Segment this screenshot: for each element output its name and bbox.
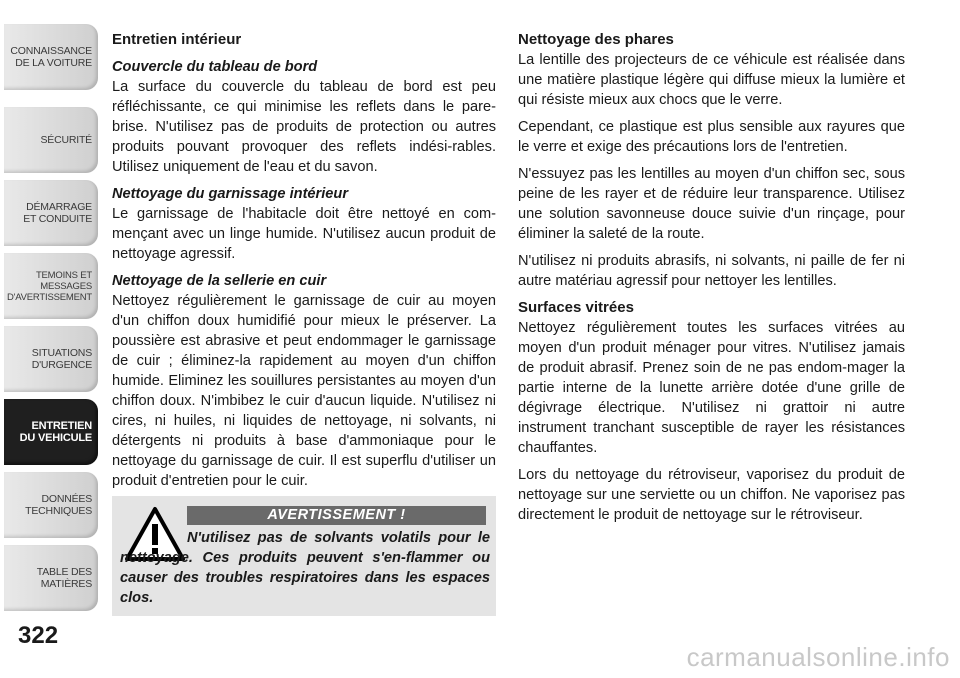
section-heading: Entretien intérieur [112, 31, 242, 48]
warning-title: AVERTISSEMENT ! [187, 506, 486, 525]
tab-label: SITUATIONS D'URGENCE [31, 347, 92, 371]
tab-label: TEMOINS ET MESSAGES D'AVERTISSEMENT [6, 269, 92, 303]
paragraph-glass-1: Nettoyez régulièrement toutes les surfaces vitrées au moyen d'un produit ménager pour vitres. N'utilisez jamais de produit abrasif. Prenez soin de ne pas endom-mager la partie interne de la lunette arrière dotée d'une grille de dégivrage électrique. N'utilisez ni grattoir ni autre instrument tranchant susceptible de rayer les résistances chauffantes. [518, 320, 905, 456]
tab-donnees[interactable] [4, 472, 98, 538]
tab-situations[interactable] [4, 326, 98, 392]
tab-demarrage[interactable] [4, 180, 98, 246]
warning-box [112, 496, 496, 616]
tab-label: SÉCURITÉ [40, 134, 92, 146]
chapter-tabs [0, 0, 103, 620]
watermark: carmanualsonline.info [686, 642, 950, 672]
subheading-leather: Nettoyage de la sellerie en cuir [112, 273, 327, 289]
tab-label: ENTRETIEN DU VEHICULE [19, 420, 92, 444]
paragraph-leather: Nettoyez régulièrement le garnissage de cuir au moyen d'un chiffon doux humidifié pour mieux le préserver. La poussière est abrasive et peut endommager le garnissage de cuir ; éliminez-la rapidement au moyen d'un chiffon humide. Eliminez les souillures persistantes au moyen d'un chiffon doux. N'imbibez le cuir d'aucun liquide. N'utilisez ni cires, ni huiles, ni liquides de nettoyage, ni solvants, ni détergents ni produits à base d'ammoniaque pour le nettoyage du garnissage de cuir. Il est superflu d'utiliser un produit d'entretien pour le cuir. [112, 293, 496, 489]
subheading-trim: Nettoyage du garnissage intérieur [112, 186, 348, 202]
paragraph-glass-2: Lors du nettoyage du rétroviseur, vaporisez du produit de nettoyage sur une serviette ou un chiffon. Ne vaporisez pas directement le produit de nettoyage sur le rétroviseur. [518, 467, 905, 523]
tab-label: TABLE DES MATIÈRES [36, 566, 92, 590]
heading-glass: Surfaces vitrées [518, 299, 634, 316]
tab-temoins[interactable] [4, 253, 98, 319]
left-column [112, 30, 496, 498]
tab-table-matieres[interactable] [4, 545, 98, 611]
paragraph-headlamps-4: N'utilisez ni produits abrasifs, ni solvants, ni paille de fer ni autre matériau agressif pour nettoyer les lentilles. [518, 253, 905, 289]
tab-label: CONNAISSANCE DE LA VOITURE [10, 45, 92, 69]
tab-entretien[interactable] [4, 399, 98, 465]
paragraph-dashboard: La surface du couvercle du tableau de bord est peu réfléchissante, ce qui minimise les reflets dans le pare-brise. N'utilisez pas de produits de protection ou autres produits pouvant provoquer des reflets indési-rables. Utilisez uniquement de l'eau et du savon. [112, 79, 496, 175]
tab-label: DÉMARRAGE ET CONDUITE [23, 201, 92, 225]
subheading-dashboard: Couvercle du tableau de bord [112, 59, 318, 75]
right-column [518, 30, 905, 532]
paragraph-headlamps-1: La lentille des projecteurs de ce véhicule est réalisée dans une matière plastique légère qui diffuse mieux la lumière et qui résiste mieux aux chocs que le verre. [518, 52, 905, 108]
paragraph-trim: Le garnissage de l'habitacle doit être nettoyé en com-mençant avec un linge humide. N'utilisez aucun produit de nettoyage agressif. [112, 206, 496, 262]
heading-headlamps: Nettoyage des phares [518, 31, 674, 48]
paragraph-headlamps-3: N'essuyez pas les lentilles au moyen d'un chiffon sec, sous peine de les rayer et de réduire leur transparence. Utilisez une solution savonneuse douce suivie d'un rinçage, pour éliminer la saleté de la route. [518, 166, 905, 242]
warning-text: N'utilisez pas de solvants volatils pour le nettoyage. Ces produits peuvent s'en-flammer ou causer des troubles respiratoires dans les espaces clos. [120, 530, 490, 606]
page-number: 322 [18, 622, 59, 649]
tab-connaissance[interactable] [4, 24, 98, 90]
paragraph-headlamps-2: Cependant, ce plastique est plus sensible aux rayures que le verre et exige des précautions lors de l'entretien. [518, 119, 905, 155]
tab-label: DONNÉES TECHNIQUES [25, 493, 92, 517]
tab-securite[interactable] [4, 107, 98, 173]
